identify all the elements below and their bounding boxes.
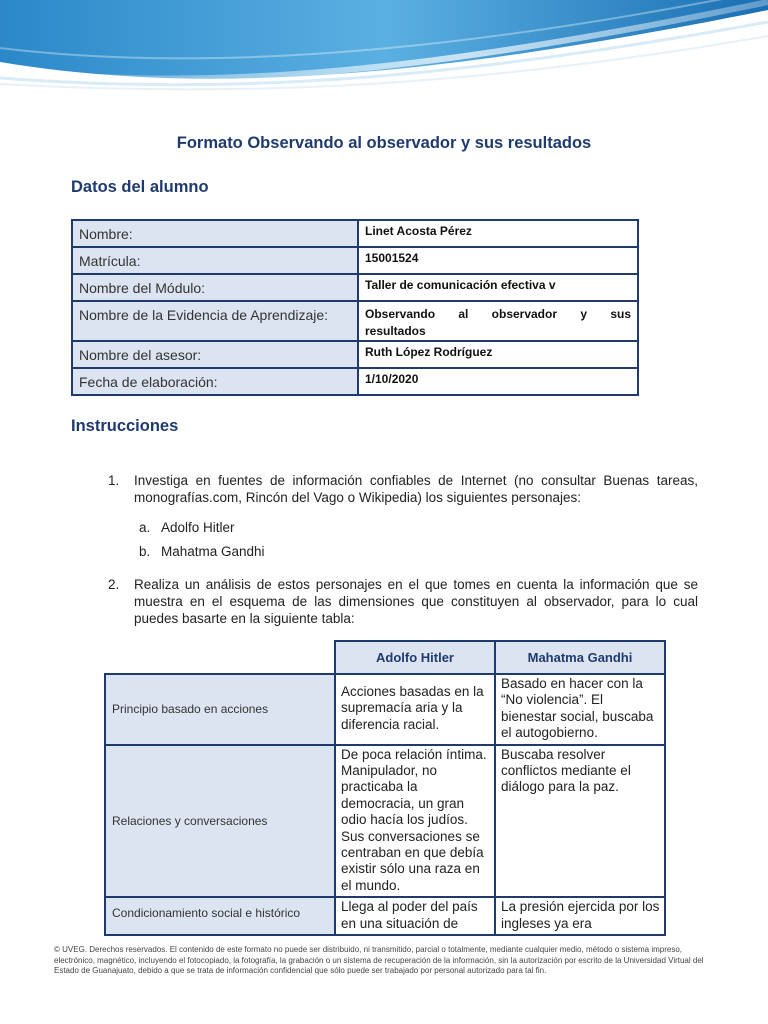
- table-row: [72, 274, 638, 301]
- module-label: Nombre del Módulo:: [72, 274, 358, 301]
- row-label-conditioning: Condicionamiento social e histórico: [105, 897, 335, 935]
- table-row: [72, 368, 638, 395]
- evidence-label: Nombre de la Evidencia de Aprendizaje:: [72, 301, 358, 341]
- table-row: [105, 897, 665, 935]
- hitler-relations-cell: De poca relación íntima. Manipulador, no practicaba la democracia, un gran odio hacía los judíos. Sus conversaciones se centraban en que debía existir sólo una raza en el mundo.: [335, 745, 495, 898]
- list-letter: b.: [139, 544, 151, 559]
- table-row: [105, 674, 665, 745]
- matricula-label: Matrícula:: [72, 247, 358, 274]
- table-header-row: [105, 641, 665, 674]
- table-row: [72, 220, 638, 247]
- evidence-value-line2: resultados: [365, 324, 426, 338]
- list-item: [139, 520, 235, 535]
- row-label-relations: Relaciones y conversaciones: [105, 745, 335, 898]
- list-item: [139, 544, 265, 559]
- empty-header-cell: [105, 641, 335, 674]
- instruction-number: 1.: [108, 473, 120, 488]
- student-data-table: [71, 219, 639, 396]
- evidence-value: [358, 301, 638, 341]
- hitler-conditioning-cell: Llega al poder del país en una situación de: [335, 897, 495, 935]
- column-header-gandhi: Mahatma Gandhi: [495, 641, 665, 674]
- name-value: Linet Acosta Pérez: [358, 220, 638, 247]
- list-text: Adolfo Hitler: [161, 520, 235, 535]
- comparison-table: [104, 640, 666, 936]
- hitler-principle-cell: Acciones basadas en la supremacía aria y la diferencia racial.: [335, 674, 495, 745]
- date-value: 1/10/2020: [358, 368, 638, 395]
- evidence-value-line1: Observando al observador y sus: [365, 307, 631, 321]
- document-title: Formato Observando al observador y sus resultados: [176, 134, 592, 152]
- instruction-text: Realiza un análisis de estos personajes en el que tomes en cuenta la información que se muestra en el esquema de las dimensiones que constituyen al observador, para lo cual puedes basarte en la siguiente tabla:: [134, 577, 698, 626]
- list-text: Mahatma Gandhi: [161, 544, 265, 559]
- table-row: [72, 301, 638, 341]
- instruction-item-1: [108, 472, 698, 506]
- student-data-heading: Datos del alumno: [71, 178, 209, 196]
- table-row: [72, 247, 638, 274]
- gandhi-principle-cell: Basado en hacer con la “No violencia”. El bienestar social, buscaba el autogobierno.: [495, 674, 665, 745]
- gandhi-conditioning-cell: La presión ejercida por los ingleses ya era: [495, 897, 665, 935]
- advisor-label: Nombre del asesor:: [72, 341, 358, 368]
- matricula-value: 15001524: [358, 247, 638, 274]
- name-label: Nombre:: [72, 220, 358, 247]
- column-header-hitler: Adolfo Hitler: [335, 641, 495, 674]
- instructions-heading: Instrucciones: [71, 417, 179, 435]
- gandhi-relations-cell: Buscaba resolver conflictos mediante el diálogo para la paz.: [495, 745, 665, 898]
- instruction-number: 2.: [108, 577, 120, 592]
- date-label: Fecha de elaboración:: [72, 368, 358, 395]
- table-row: [105, 745, 665, 898]
- copyright-footer: © UVEG. Derechos reservados. El contenido de este formato no puede ser distribuido, ni transmitido, parcial o totalmente, mediante cualquier medio, método o sistema impreso, electrónico, magnético, incluyendo el fotocopiado, la fotografía, la grabación o un sistema de recuperación de la información, sin la autorización por escrito de la Universidad Virtual del Estado de Guanajuato, debido a que se trata de información confidencial que sólo puede ser trabajado por personal autorizado para tal fin.: [54, 945, 704, 975]
- list-letter: a.: [139, 520, 151, 535]
- module-value: Taller de comunicación efectiva v: [358, 274, 638, 301]
- advisor-value: Ruth López Rodríguez: [358, 341, 638, 368]
- instruction-item-2: [108, 576, 698, 627]
- header-banner: [0, 0, 768, 98]
- row-label-principle: Principio basado en acciones: [105, 674, 335, 745]
- instruction-text: Investiga en fuentes de información confiables de Internet (no consultar Buenas tareas, monografías.com, Rincón del Vago o Wikipedia) los siguientes personajes:: [134, 473, 698, 505]
- table-row: [72, 341, 638, 368]
